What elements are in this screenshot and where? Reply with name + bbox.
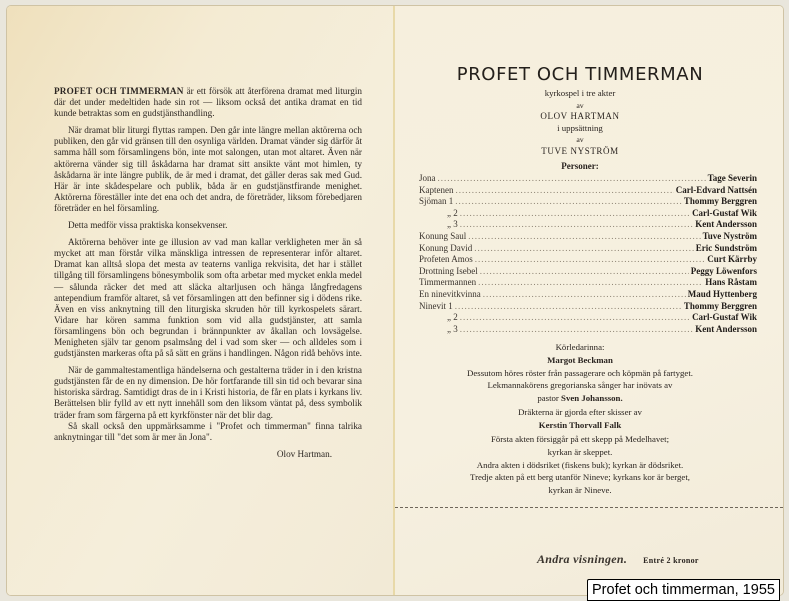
cast-role: „ 3 — [447, 219, 458, 230]
cast-actor: Tage Severin — [707, 173, 757, 183]
leader-dots — [475, 254, 706, 266]
cast-actor: Thommy Berggren — [683, 300, 757, 311]
cast-row — [419, 312, 757, 324]
cast-row — [419, 301, 757, 313]
tear-off-line — [395, 507, 783, 508]
cast-row — [419, 173, 757, 185]
costume-designer: Kerstin Thorvall Falk — [538, 419, 622, 430]
cast-row — [419, 289, 757, 301]
cast-actor: Kent Andersson — [695, 219, 757, 230]
leader-dots — [455, 196, 682, 208]
cast-role: „ 2 — [447, 207, 458, 218]
cast-row — [419, 277, 757, 289]
cast-actor: Peggy Löwenfors — [690, 265, 757, 276]
choir-label: Körledarinna: — [555, 342, 605, 353]
act-description: kyrkan är Nineve. — [548, 484, 612, 495]
leader-dots — [468, 231, 700, 243]
leader-dots — [460, 208, 690, 220]
leader-dots — [483, 289, 686, 301]
essay-paragraph: Aktörerna behöver inte ge illusion av vad man kallar verkligheten mer än så mycket att man förstår vilka mänskliga intressen de representerar inför altaret. Dramat kan alltså slopa det mesta av teaterns vanliga rekvisita, det har i stället tillgång till församlingens bönesymbolik som ofta arbetar med mycket enkla medel — sålunda räcker det med att släcka altarljusen och hänga långfredagens antependium framför altaret, så vet församlingen att den befinner sig i dödens rike. Även en viss anknytning till den liturgiska skruden hör till kyrkospelets särart. Vidare har kören samma funktion som vid alla gudstjänster, att samla församlingens bön och begrundan i brännpunkter av åkallan och lovsägelse. Menigheten själv tar genom psalmsång del i vad som sker — och alldeles som i gudstjänsten markeras ofta på så sätt en gräns i handlingen. Någon ridå behövs inte. — [54, 237, 362, 359]
leader-dots — [480, 266, 689, 278]
essay-text — [54, 86, 362, 466]
author-name: OLOV HARTMAN — [540, 111, 620, 121]
cast-role: Timmermannen — [419, 277, 477, 288]
cast-actor: Thommy Berggren — [683, 196, 757, 207]
cast-row — [419, 196, 757, 208]
program-spread — [7, 6, 783, 595]
cast-role: „ 2 — [447, 312, 458, 323]
playbill — [407, 64, 757, 496]
leader-dots — [478, 277, 703, 289]
cast-actor: Eric Sundström — [695, 242, 757, 253]
essay-paragraph: PROFET OCH TIMMERMAN är ett försök att återförena dramat med liturgin där det under medeltiden hade sin rot — liksom också det antika dramat en tid kunde betraktas som en gudstjänsthandling. — [54, 86, 363, 119]
cast-row — [419, 243, 757, 255]
leader-dots — [455, 185, 673, 197]
cast-actor: Maud Hyttenberg — [687, 288, 757, 299]
leader-dots — [438, 173, 706, 185]
leader-dots — [460, 312, 690, 324]
left-page — [7, 6, 395, 595]
cast-role: Drottning Isebel — [419, 265, 478, 276]
gregorian-note: Lekmannakörens gregorianska sånger har inövats av — [487, 380, 673, 391]
director-name: TUVE NYSTRÖM — [541, 145, 619, 156]
cast-role: Ninevit 1 — [419, 300, 453, 311]
by-label: av — [576, 135, 584, 144]
staging-label: i uppsättning — [557, 122, 603, 133]
cast-actor: Hans Råstam — [705, 277, 757, 288]
cast-actor: Carl-Gustaf Wik — [692, 207, 757, 218]
ticket-stub — [537, 552, 767, 567]
act-description: kyrkan är skeppet. — [547, 447, 613, 458]
cast-actor: Carl-Edvard Nattsén — [675, 184, 757, 195]
pastor-name: Sven Johansson. — [561, 392, 623, 403]
leader-dots — [460, 219, 693, 231]
cast-actor: Tuve Nyström — [702, 230, 757, 241]
cast-actor: Curt Kärrby — [707, 254, 757, 265]
showing-label: Andra visningen. — [537, 552, 628, 566]
leader-dots — [474, 243, 693, 255]
cast-role: En ninevitkvinna — [419, 288, 481, 299]
voices-note: Dessutom höres röster från passagerare och köpmän på fartyget. — [467, 367, 693, 378]
pastor-line: pastor Sven Johansson. — [537, 392, 623, 403]
cast-role: Konung David — [419, 242, 473, 253]
cast-role: Jona — [419, 173, 436, 183]
cast-actor: Carl-Gustaf Wik — [692, 312, 757, 323]
essay-paragraph: Detta medför vissa praktiska konsekvenser. — [68, 220, 228, 231]
essay-intro-caps: PROFET OCH TIMMERMAN — [54, 86, 184, 96]
essay-paragraph: När dramat blir liturgi flyttas rampen. Den går inte längre mellan aktörerna och publiken, den går vid gränsen till den osynliga världen. Dramat vänder sig därför åt samma håll som församlingens bön, inte mot salongen, utan mot altaret. Även när aktörerna vänder sig till åskådarna har dramat sitt ansikte vänt mot himlen, ty åskådarna är inte längre publik, de är med i dramat, det gäller deras sak med Gud. Här är inte skådespelare och publik, båda är en gudstjänstfirande menighet. Aktörerna föreställer inte det ena och det andra, de företräder, liksom förebedjaren företräder en hel församling. — [54, 125, 362, 213]
choir-leader: Margot Beckman — [547, 354, 613, 365]
leader-dots — [460, 324, 693, 336]
cast-role: „ 3 — [447, 323, 458, 334]
image-caption: Profet och timmerman, 1955 — [587, 579, 780, 601]
by-label: av — [576, 100, 584, 110]
cast-heading: Personer: — [561, 161, 599, 171]
act-description: Tredje akten på ett berg utanför Nineve; kyrkans kor är berget, — [470, 472, 690, 483]
cast-role: Profeten Amos — [419, 254, 473, 265]
right-page — [395, 6, 783, 595]
cast-role: Konung Saul — [419, 230, 467, 241]
cast-row — [419, 231, 757, 243]
ticket-price: Entré 2 kronor — [643, 556, 699, 565]
act-description: Andra akten i dödsriket (fiskens buk); kyrkan är dödsriket. — [476, 459, 684, 470]
essay-signature: Olov Hartman. — [276, 448, 332, 459]
cast-row — [419, 324, 757, 336]
leader-dots — [455, 301, 682, 313]
essay-paragraph: Så skall också den uppmärksamme i "Profet och timmerman" finna talrika anknytningar till "det som är mer än Jona". — [54, 420, 362, 442]
cast-role: Sjöman 1 — [419, 196, 454, 207]
cast-list — [419, 173, 757, 335]
cast-row — [419, 185, 757, 197]
credits — [407, 341, 753, 496]
cast-role: Kaptenen — [419, 184, 454, 195]
cast-row — [419, 254, 757, 266]
cast-actor: Kent Andersson — [695, 323, 757, 334]
cast-row — [419, 266, 757, 278]
costumes-note: Dräkterna är gjorda efter skisser av — [518, 407, 642, 418]
act-description: Första akten försiggår på ett skepp på Medelhavet; — [490, 434, 670, 445]
essay-paragraph: När de gammaltestamentliga händelserna och gestalterna träder in i den kristna gudstjänsten får de en ny dimension. De hör fortfarande till sin tid och bevarar sina historiska särdrag. Samtidigt dras de in i Kristi historia, de får en plats i kyrkans liv. Berättelsen blir fylld av ett nytt innehåll som den liksom väntat på, dess symbolik träder fram som färgerna på ett kyrkfönster när det blir dag. — [54, 365, 362, 420]
play-title: PROFET OCH TIMMERMAN — [456, 64, 704, 85]
cast-row — [419, 208, 757, 220]
cast-row — [419, 219, 757, 231]
play-subtitle: kyrkospel i tre akter — [544, 88, 616, 98]
